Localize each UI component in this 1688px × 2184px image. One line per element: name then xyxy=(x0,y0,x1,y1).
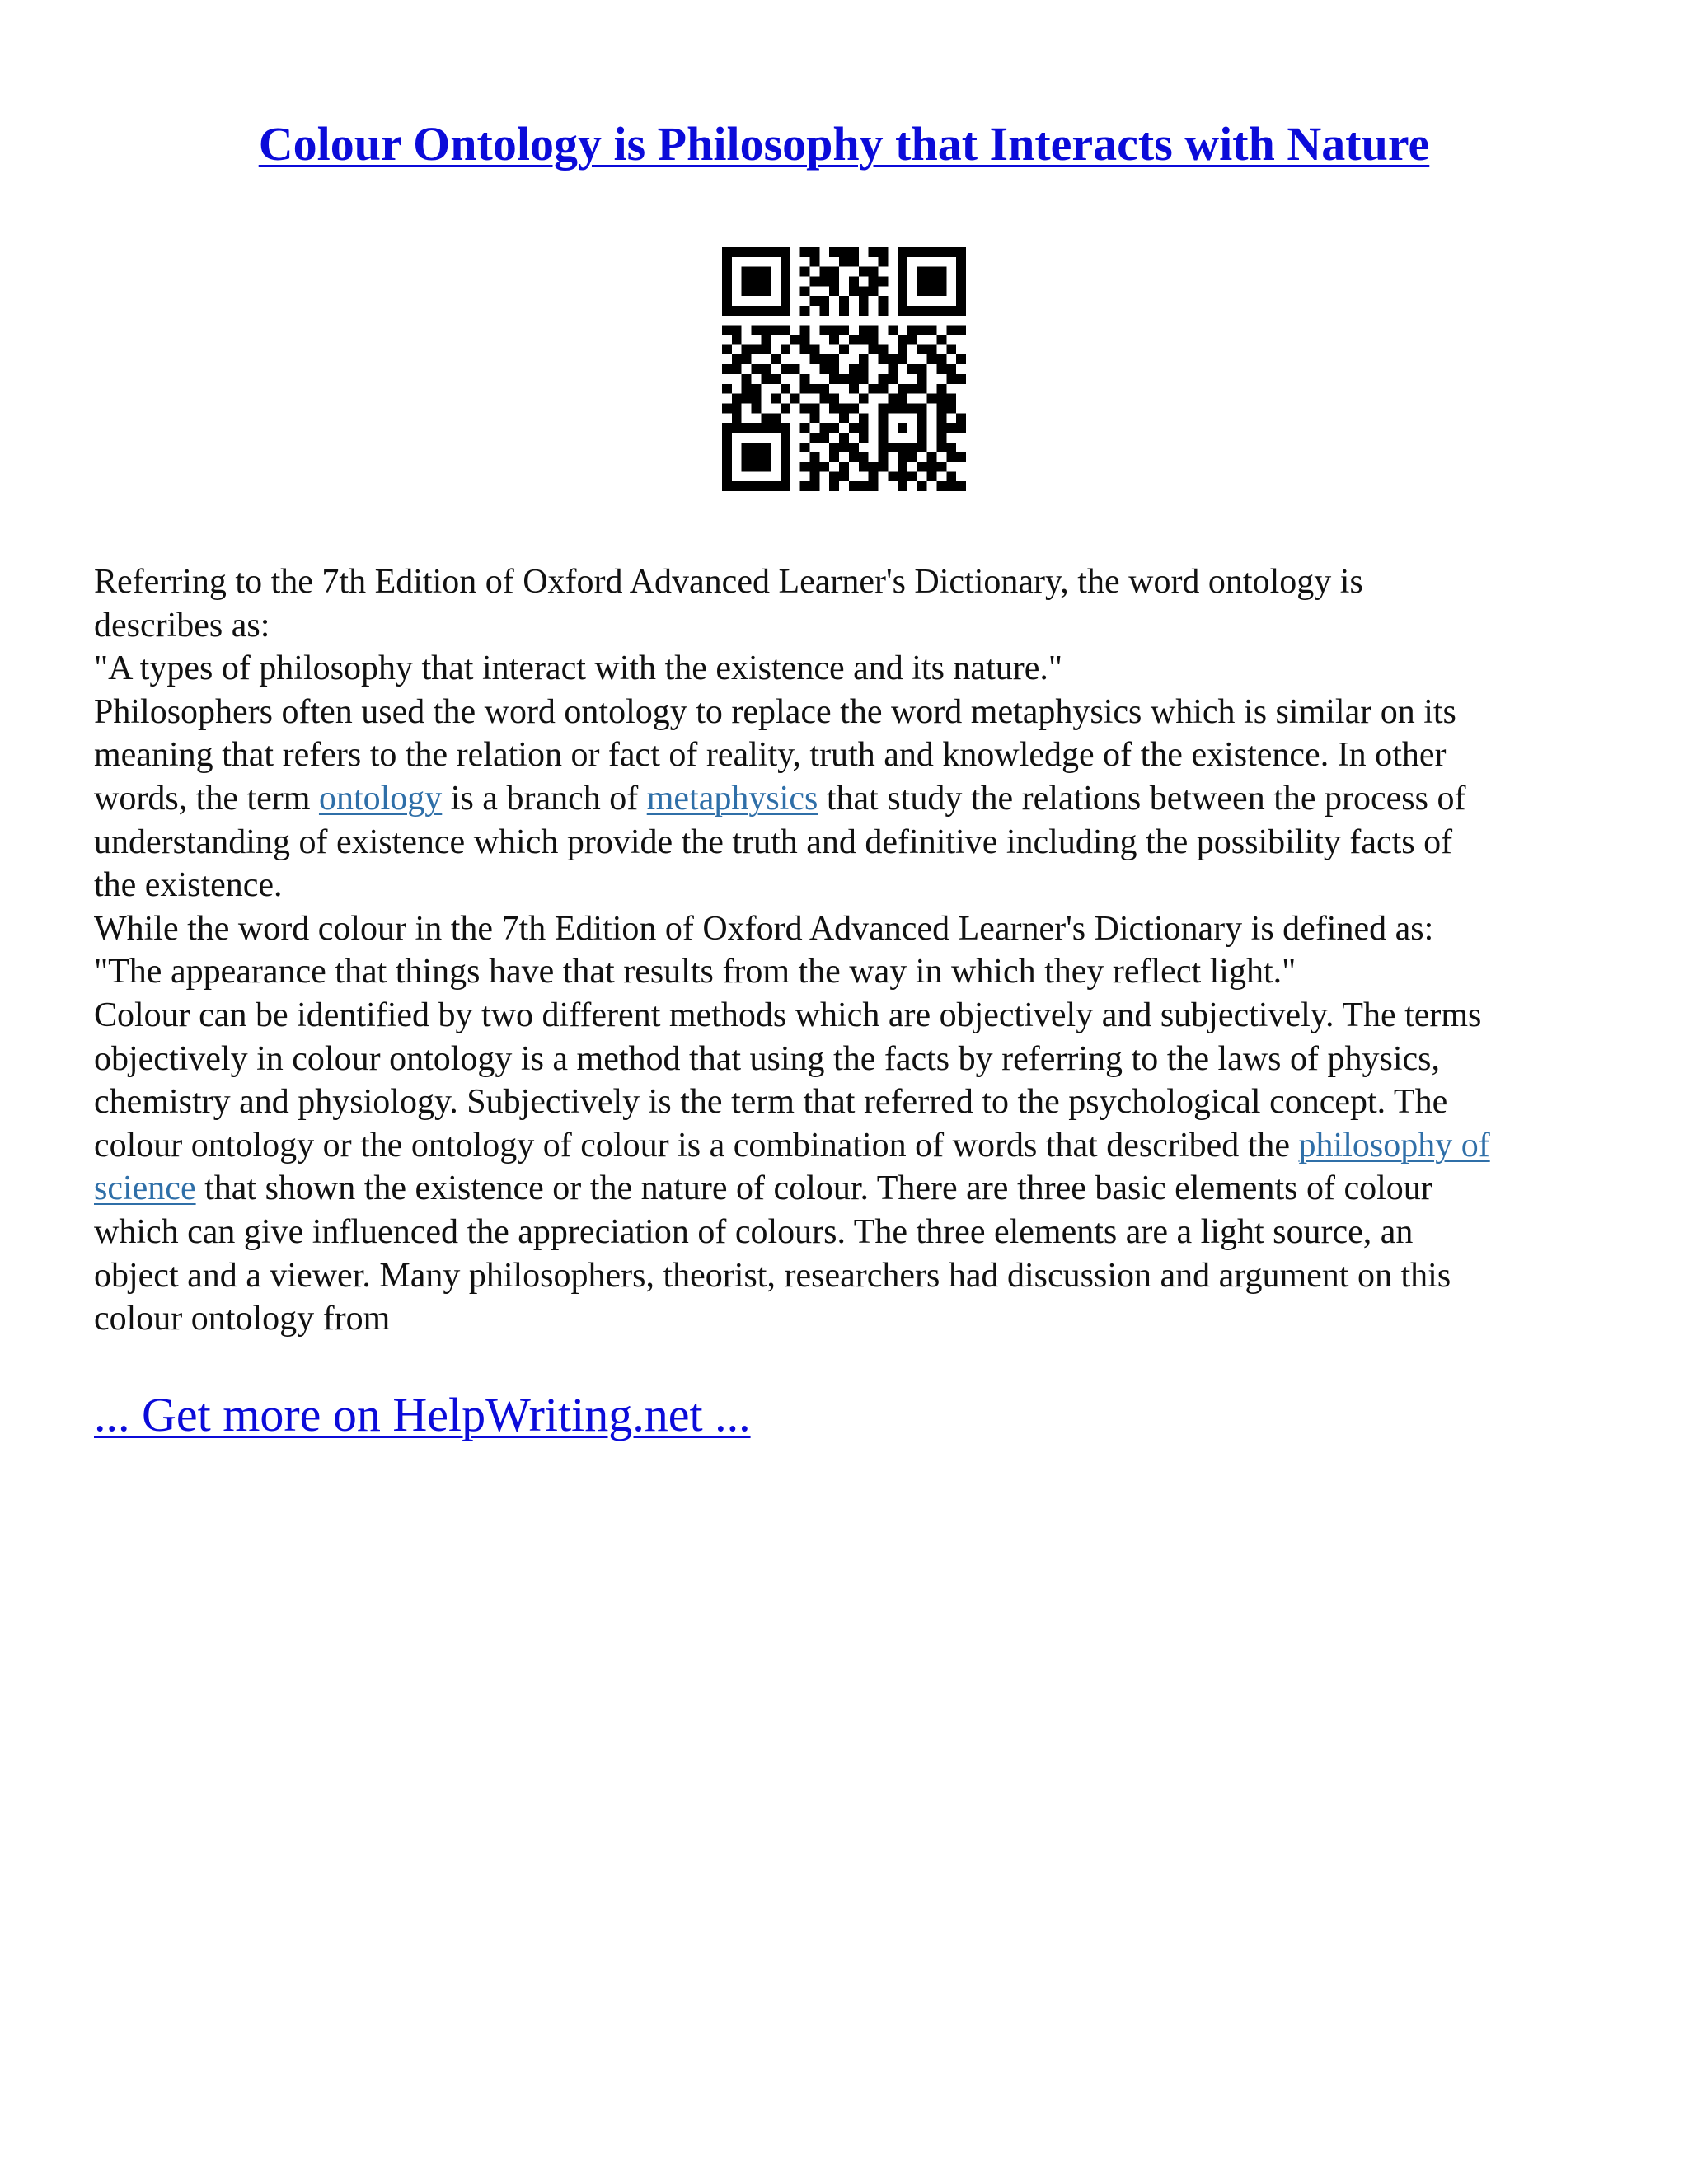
text-line: understanding of existence which provide the truth and definitive including the possibility facts of xyxy=(94,823,1453,861)
philosophy-of-science-link[interactable]: science xyxy=(94,1169,196,1208)
text-line xyxy=(94,1167,1602,1211)
text-line: the existence. xyxy=(94,866,283,905)
text-line: objectively in colour ontology is a method that using the facts by referring to the laws of physics, xyxy=(94,1039,1440,1078)
text-line: Referring to the 7th Edition of Oxford Advanced Learner's Dictionary, the word ontology is xyxy=(94,563,1363,601)
get-more-link[interactable]: ... Get more on HelpWriting.net ... xyxy=(94,1388,751,1441)
quote-line: "A types of philosophy that interact with the existence and its nature." xyxy=(94,649,1063,688)
get-more-section xyxy=(94,1386,751,1444)
text-line: While the word colour in the 7th Edition of Oxford Advanced Learner's Dictionary is defined as: xyxy=(94,909,1434,948)
text-line xyxy=(94,1124,1602,1168)
text-segment: is a branch of xyxy=(442,779,647,818)
text-segment: words, the term xyxy=(94,779,319,818)
text-line: Colour can be identified by two different methods which are objectively and subjectively. The terms xyxy=(94,996,1482,1034)
text-segment: that shown the existence or the nature of colour. There are three basic elements of colour xyxy=(195,1169,1432,1208)
text-segment: colour ontology or the ontology of colour is a combination of words that described the xyxy=(94,1126,1299,1165)
quote-line: "The appearance that things have that results from the way in which they reflect light." xyxy=(94,953,1296,991)
metaphysics-link[interactable]: metaphysics xyxy=(646,779,818,818)
article-body xyxy=(94,560,1602,1341)
title-link[interactable]: Colour Ontology is Philosophy that Interacts with Nature xyxy=(258,117,1430,171)
text-line: which can give influenced the appreciation of colours. The three elements are a light source, an xyxy=(94,1212,1414,1251)
text-line: describes as: xyxy=(94,606,270,644)
text-line: object and a viewer. Many philosophers, theorist, researchers had discussion and argument on this xyxy=(94,1256,1451,1295)
page-title xyxy=(0,115,1688,173)
ontology-link[interactable]: ontology xyxy=(318,779,443,818)
text-line xyxy=(94,777,1602,821)
text-segment: that study the relations between the process of xyxy=(818,779,1466,818)
philosophy-of-science-link[interactable]: philosophy of xyxy=(1298,1126,1490,1165)
text-line: chemistry and physiology. Subjectively is the term that referred to the psychological concept. The xyxy=(94,1083,1448,1122)
text-line: meaning that refers to the relation or fact of reality, truth and knowledge of the existence. In other xyxy=(94,736,1447,775)
text-line: Philosophers often used the word ontology to replace the word metaphysics which is similar on its xyxy=(94,692,1456,731)
qr-code-icon xyxy=(722,247,966,491)
text-line: colour ontology from xyxy=(94,1300,391,1338)
